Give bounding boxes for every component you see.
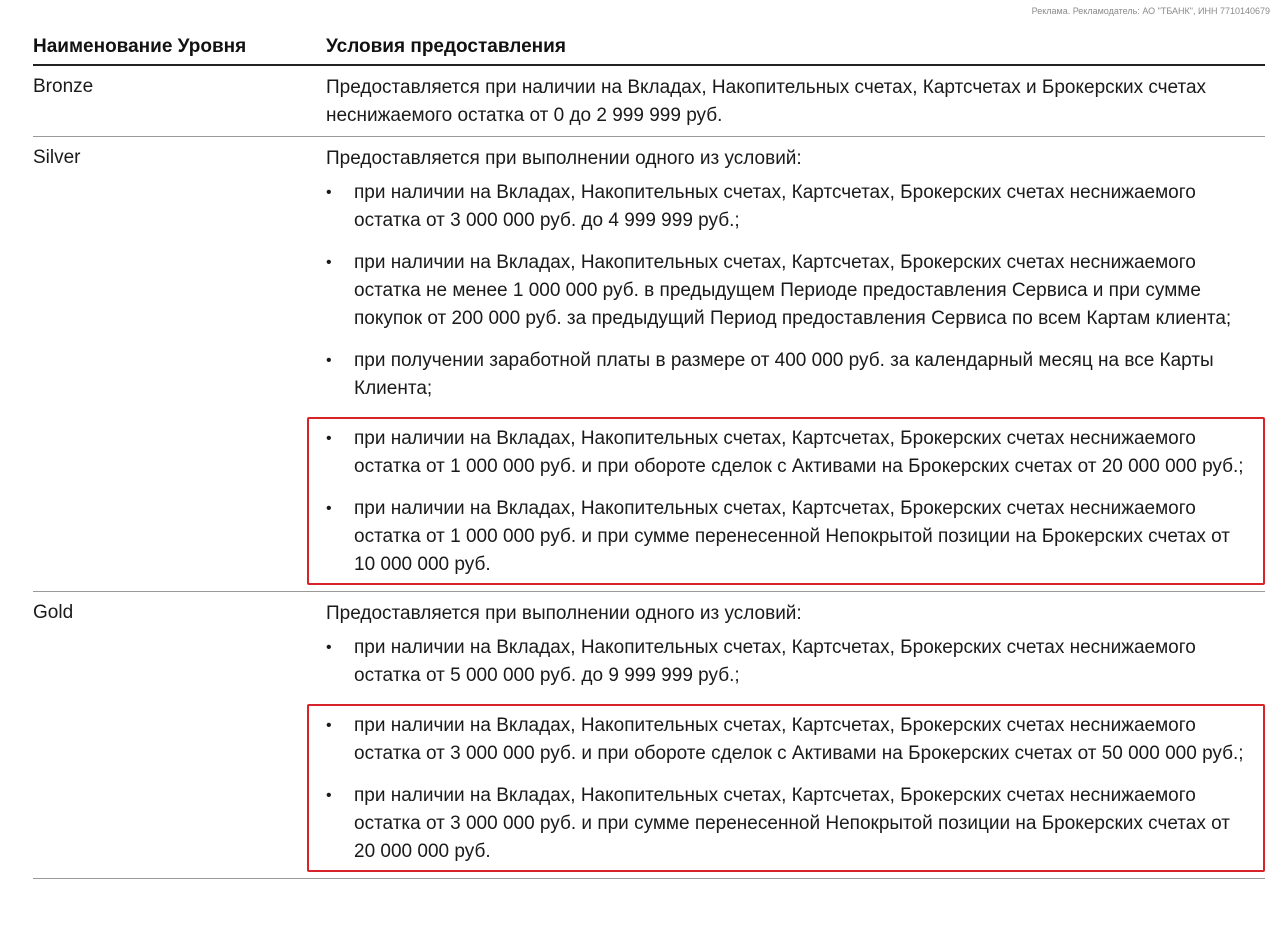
silver-condition-item: • при наличии на Вкладах, Накопительных счетах, Картсчетах, Брокерских счетах неснижаемого остатка от 3 000 000 руб. до 4 999 999 руб.;: [326, 179, 1255, 235]
ad-disclaimer: Реклама. Рекламодатель: АО "ТБАНК", ИНН 7710140679: [1031, 6, 1270, 16]
gold-condition-item: • при наличии на Вкладах, Накопительных счетах, Картсчетах, Брокерских счетах неснижаемого остатка от 5 000 000 руб. до 9 999 999 руб.;: [326, 634, 1255, 690]
gold-conditions-list: [326, 634, 1265, 690]
silver-condition-item-highlighted: • при наличии на Вкладах, Накопительных счетах, Картсчетах, Брокерских счетах неснижаемого остатка от 1 000 000 руб. и при сумме перенесенной Непокрытой позиции на Брокерских счетах от 10 000 000 руб.: [326, 495, 1253, 579]
silver-conditions-list: [326, 179, 1265, 403]
gold-condition-item-highlighted: • при наличии на Вкладах, Накопительных счетах, Картсчетах, Брокерских счетах неснижаемого остатка от 3 000 000 руб. и при сумме перенесенной Непокрытой позиции на Брокерских счетах от 20 000 000 руб.: [326, 782, 1253, 866]
service-levels-table: [33, 30, 1265, 879]
gold-highlight-box: [307, 704, 1265, 872]
silver-highlighted-conditions: [326, 425, 1263, 579]
header-conditions: Условия предоставления: [326, 36, 566, 57]
conditions-gold: [326, 592, 1265, 878]
silver-condition-item: • при наличии на Вкладах, Накопительных счетах, Картсчетах, Брокерских счетах неснижаемого остатка не менее 1 000 000 руб. в предыдущем Периоде предоставления Сервиса и при сумме покупок от 200 000 руб. за предыдущий Период предоставления Сервиса по всем Картам клиента;: [326, 249, 1255, 333]
level-name-bronze: Bronze: [33, 76, 94, 97]
gold-condition-item-highlighted: • при наличии на Вкладах, Накопительных счетах, Картсчетах, Брокерских счетах неснижаемого остатка от 3 000 000 руб. и при обороте сделок с Активами на Брокерских счетах от 50 000 000 руб.;: [326, 712, 1253, 768]
silver-intro: Предоставляется при выполнении одного из условий:: [326, 148, 802, 169]
silver-condition-item: • при получении заработной платы в размере от 400 000 руб. за календарный месяц на все Карты Клиента;: [326, 347, 1255, 403]
table-row-bronze: [33, 66, 1265, 137]
bronze-condition-text: Предоставляется при наличии на Вкладах, Накопительных счетах, Картсчетах и Брокерских счетах неснижаемого остатка от 0 до 2 999 999 руб.: [326, 77, 1207, 126]
gold-highlighted-conditions: [326, 712, 1263, 866]
silver-highlight-box: [307, 417, 1265, 585]
header-level-name: Наименование Уровня: [33, 36, 247, 57]
table-header: [33, 30, 1265, 66]
level-name-gold: Gold: [33, 602, 74, 623]
table-row-gold: [33, 592, 1265, 879]
table-row-silver: [33, 137, 1265, 592]
silver-condition-item-highlighted: • при наличии на Вкладах, Накопительных счетах, Картсчетах, Брокерских счетах неснижаемого остатка от 1 000 000 руб. и при обороте сделок с Активами на Брокерских счетах от 20 000 000 руб.;: [326, 425, 1253, 481]
level-name-silver: Silver: [33, 147, 81, 168]
conditions-bronze: [326, 66, 1265, 136]
gold-intro: Предоставляется при выполнении одного из условий:: [326, 603, 802, 624]
conditions-silver: [326, 137, 1265, 591]
